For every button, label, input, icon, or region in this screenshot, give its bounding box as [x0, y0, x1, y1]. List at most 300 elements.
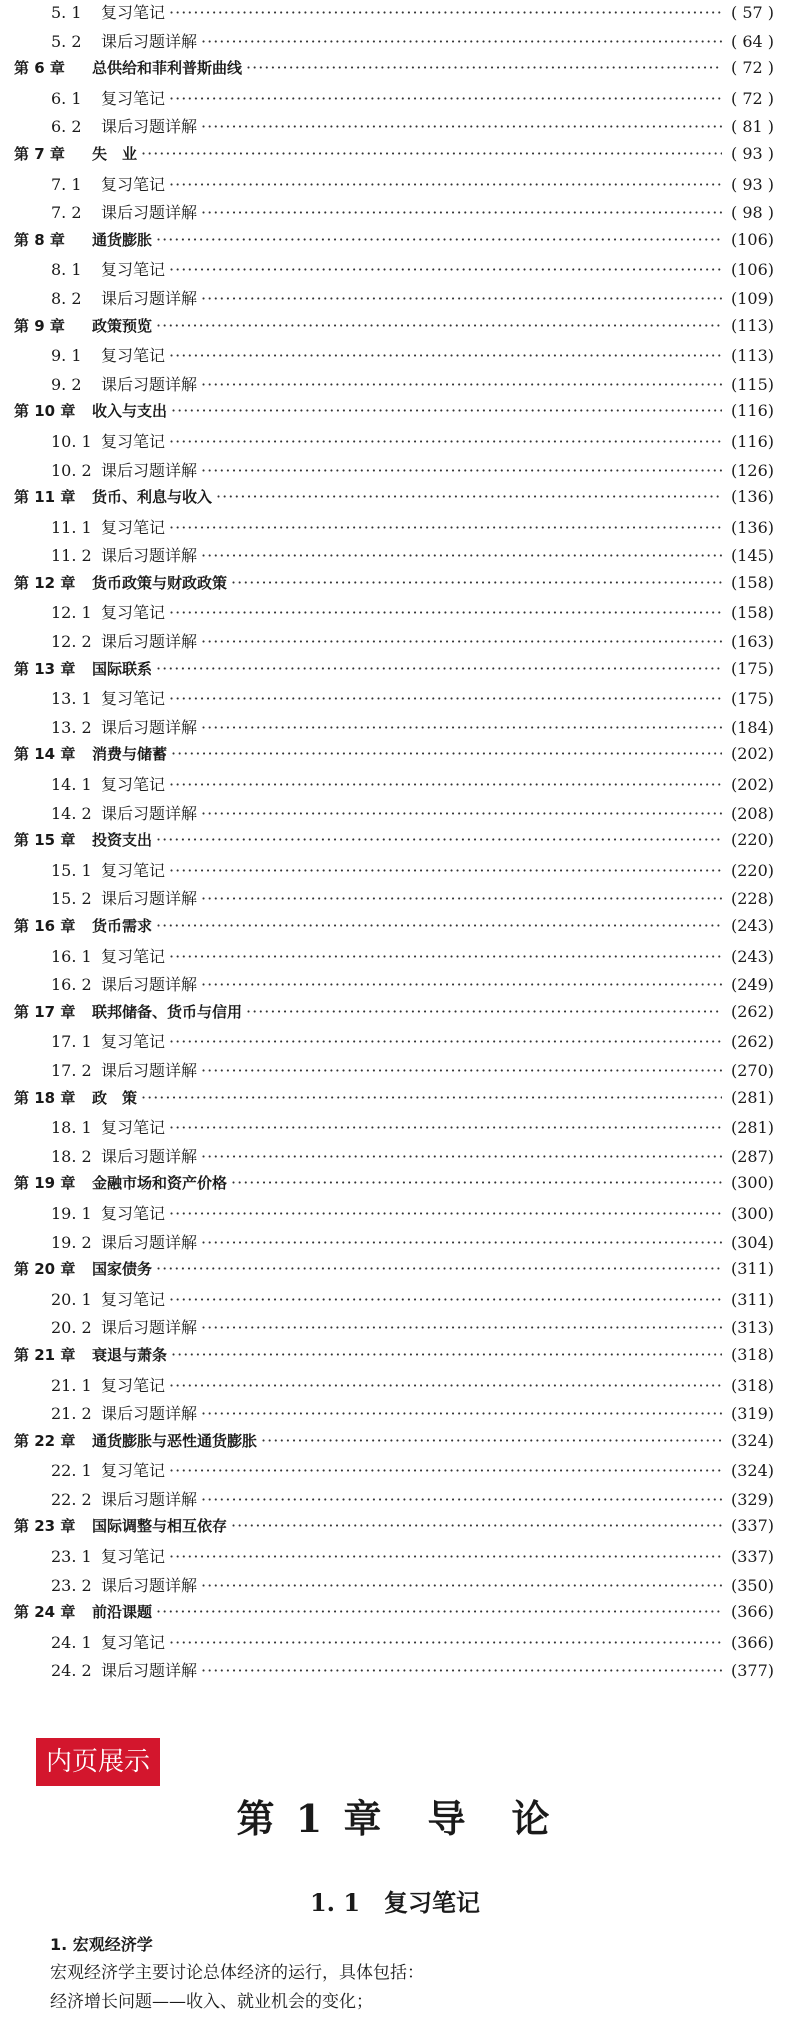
- toc-entry-label: [51, 1630, 165, 1653]
- toc-leader-dots: [231, 573, 722, 592]
- toc-section-row[interactable]: [14, 1544, 774, 1573]
- toc-leader-dots: [201, 1147, 722, 1166]
- toc-section-row[interactable]: [14, 686, 774, 715]
- toc-page-number: (249): [730, 975, 774, 995]
- toc-entry-number: 10. 2: [51, 460, 92, 480]
- toc-chapter-row[interactable]: [14, 1515, 774, 1544]
- toc-entry-number: 第 18 章: [14, 1088, 76, 1107]
- toc-page-number: (220): [730, 860, 774, 880]
- toc-entry-label: [14, 658, 152, 679]
- toc-section-row[interactable]: [14, 257, 774, 286]
- toc-section-row[interactable]: [14, 114, 774, 143]
- toc-entry-label: [14, 743, 167, 764]
- toc-page-number: (300): [730, 1203, 774, 1223]
- toc-entry-title: 课后习题详解: [101, 1489, 198, 1509]
- toc-entry-title: 收入与支出: [92, 402, 168, 421]
- toc-leader-dots: [169, 89, 722, 108]
- toc-entry-title: 课后习题详解: [101, 1060, 198, 1080]
- toc-leader-dots: [169, 775, 722, 794]
- toc-leader-dots: [169, 518, 722, 537]
- toc-entry-number: 12. 2: [51, 632, 92, 652]
- toc-entry-number: 12. 1: [51, 603, 92, 623]
- toc-entry-title: 联邦储备、货币与信用: [92, 1002, 243, 1021]
- toc-entry-number: 第 13 章: [14, 659, 76, 678]
- toc-chapter-row[interactable]: [14, 743, 774, 772]
- toc-section-row[interactable]: [14, 1315, 774, 1344]
- toc-entry-label: [51, 458, 197, 481]
- toc-entry-number: 10. 1: [51, 431, 92, 451]
- toc-chapter-row[interactable]: [14, 229, 774, 258]
- toc-entry-title: 课后习题详解: [101, 374, 198, 394]
- toc-page-number: (136): [730, 517, 774, 537]
- toc-leader-dots: [169, 1290, 722, 1309]
- toc-entry-label: [51, 1144, 197, 1167]
- toc-entry-number: 8. 1: [51, 260, 82, 280]
- toc-page-number: (175): [730, 658, 774, 678]
- toc-page-number: (106): [730, 229, 774, 249]
- toc-entry-label: [14, 229, 152, 250]
- preview-badge: 内页展示: [36, 1738, 160, 1786]
- toc-leader-dots: [171, 401, 722, 420]
- toc-chapter-row[interactable]: [14, 400, 774, 429]
- toc-page-number: (163): [730, 632, 774, 652]
- toc-section-row[interactable]: [14, 1230, 774, 1259]
- toc-entry-number: 第 10 章: [14, 402, 76, 421]
- toc-leader-dots: [216, 487, 722, 506]
- toc-entry-title: 货币政策与财政政策: [92, 573, 228, 592]
- toc-entry-title: 课后习题详解: [101, 1661, 198, 1681]
- toc-entry-label: [51, 600, 165, 623]
- toc-page-number: (304): [730, 1232, 774, 1252]
- toc-entry-label: [14, 143, 137, 164]
- toc-page-number: (115): [730, 374, 774, 394]
- toc-chapter-row[interactable]: [14, 143, 774, 172]
- toc-page-number: (208): [730, 803, 774, 823]
- toc-section-row[interactable]: [14, 1029, 774, 1058]
- toc-entry-title: 复习笔记: [101, 1461, 166, 1481]
- toc-leader-dots: [169, 603, 722, 622]
- toc-entry-label: [14, 400, 167, 421]
- toc-entry-title: 课后习题详解: [101, 460, 198, 480]
- toc-page-number: (350): [730, 1575, 774, 1595]
- toc-entry-title: 金融市场和资产价格: [92, 1174, 228, 1193]
- toc-entry-title: 课后习题详解: [101, 1318, 198, 1338]
- toc-page-number: (329): [730, 1489, 774, 1509]
- toc-entry-number: 17. 1: [51, 1032, 92, 1052]
- toc-page-number: (113): [730, 315, 774, 335]
- toc-entry-title: 复习笔记: [101, 946, 166, 966]
- toc-entry-label: [51, 972, 197, 995]
- toc-entry-title: 消费与储蓄: [92, 745, 168, 764]
- toc-page-number: (228): [730, 889, 774, 909]
- toc-page-number: (262): [730, 1001, 774, 1021]
- toc-leader-dots: [169, 1547, 722, 1566]
- toc-entry-number: 第 11 章: [14, 488, 76, 507]
- toc-entry-number: 6. 2: [51, 117, 82, 137]
- toc-leader-dots: [231, 1516, 722, 1535]
- toc-leader-dots: [169, 1204, 722, 1223]
- toc-entry-title: 通货膨胀与恶性通货膨胀: [92, 1431, 258, 1450]
- toc-leader-dots: [141, 144, 722, 163]
- toc-section-row[interactable]: [14, 458, 774, 487]
- toc-section-row[interactable]: [14, 372, 774, 401]
- toc-page-number: (116): [730, 401, 774, 421]
- toc-page-number: ( 72 ): [730, 58, 774, 78]
- toc-leader-dots: [201, 203, 722, 222]
- toc-entry-number: 第 20 章: [14, 1260, 76, 1279]
- toc-entry-title: 复习笔记: [101, 1547, 166, 1567]
- toc-section-row[interactable]: [14, 629, 774, 658]
- toc-entry-title: 课后习题详解: [101, 717, 198, 737]
- toc-entry-title: 复习笔记: [101, 860, 166, 880]
- toc-leader-dots: [169, 175, 722, 194]
- toc-entry-number: 18. 2: [51, 1146, 92, 1166]
- toc-leader-dots: [201, 1233, 722, 1252]
- toc-page-number: (184): [730, 717, 774, 737]
- toc-entry-number: 第 15 章: [14, 831, 76, 850]
- toc-entry-number: 7. 2: [51, 203, 82, 223]
- toc-leader-dots: [169, 947, 722, 966]
- toc-entry-number: 第 6 章: [14, 59, 65, 78]
- toc-chapter-row[interactable]: [14, 1001, 774, 1030]
- toc-entry-number: 19. 1: [51, 1203, 92, 1223]
- toc-chapter-row[interactable]: [14, 572, 774, 601]
- toc-entry-label: [51, 1029, 165, 1052]
- toc-section-row[interactable]: [14, 715, 774, 744]
- toc-section-row[interactable]: [14, 1201, 774, 1230]
- toc-page-number: ( 93 ): [730, 174, 774, 194]
- toc-entry-title: 复习笔记: [101, 431, 166, 451]
- toc-entry-title: 复习笔记: [101, 260, 166, 280]
- toc-section-row[interactable]: [14, 1487, 774, 1516]
- toc-leader-dots: [201, 804, 722, 823]
- toc-page-number: (109): [730, 288, 774, 308]
- toc-chapter-row[interactable]: [14, 486, 774, 515]
- toc-entry-number: 13. 1: [51, 689, 92, 709]
- toc-entry-title: 课后习题详解: [101, 632, 198, 652]
- toc-entry-title: 国际调整与相互依存: [92, 1517, 228, 1536]
- toc-entry-title: 复习笔记: [101, 775, 166, 795]
- toc-entry-number: 23. 1: [51, 1547, 92, 1567]
- toc-entry-number: 17. 2: [51, 1060, 92, 1080]
- toc-entry-number: 9. 2: [51, 374, 82, 394]
- toc-entry-label: [14, 1515, 227, 1536]
- toc-leader-dots: [169, 1376, 722, 1395]
- toc-leader-dots: [169, 346, 722, 365]
- section-title: 1. 1 复习笔记: [309, 1888, 481, 1917]
- table-of-contents: [14, 0, 774, 1687]
- toc-chapter-row[interactable]: [14, 1172, 774, 1201]
- toc-leader-dots: [141, 1088, 722, 1107]
- toc-leader-dots: [201, 718, 722, 737]
- toc-section-row[interactable]: [14, 801, 774, 830]
- toc-chapter-row[interactable]: [14, 315, 774, 344]
- toc-leader-dots: [201, 975, 722, 994]
- toc-entry-title: 总供给和菲利普斯曲线: [92, 59, 243, 78]
- toc-entry-label: [51, 801, 197, 824]
- toc-page-number: ( 98 ): [730, 203, 774, 223]
- toc-page-number: (106): [730, 260, 774, 280]
- toc-entry-number: 第 21 章: [14, 1345, 76, 1364]
- toc-entry-number: 14. 1: [51, 775, 92, 795]
- toc-entry-label: [51, 29, 197, 52]
- toc-entry-number: 16. 2: [51, 975, 92, 995]
- toc-page-number: (281): [730, 1087, 774, 1107]
- toc-leader-dots: [171, 744, 722, 763]
- toc-entry-number: 第 8 章: [14, 230, 65, 249]
- toc-chapter-row[interactable]: [14, 829, 774, 858]
- toc-section-row[interactable]: [14, 29, 774, 58]
- toc-section-row[interactable]: [14, 1144, 774, 1173]
- toc-leader-dots: [201, 289, 722, 308]
- toc-page-number: (270): [730, 1060, 774, 1080]
- toc-chapter-row[interactable]: [14, 1258, 774, 1287]
- toc-page-number: (136): [730, 487, 774, 507]
- toc-entry-number: 第 23 章: [14, 1517, 76, 1536]
- toc-entry-number: 第 17 章: [14, 1002, 76, 1021]
- toc-entry-label: [14, 829, 152, 850]
- toc-entry-title: 复习笔记: [101, 1118, 166, 1138]
- toc-section-row[interactable]: [14, 86, 774, 115]
- toc-entry-title: 政策预览: [92, 316, 153, 335]
- toc-entry-title: 课后习题详解: [101, 975, 198, 995]
- toc-leader-dots: [201, 32, 722, 51]
- toc-leader-dots: [169, 3, 722, 22]
- toc-page-number: (126): [730, 460, 774, 480]
- toc-entry-label: [51, 858, 165, 881]
- toc-page-number: (311): [730, 1259, 774, 1279]
- toc-entry-label: [51, 1058, 197, 1081]
- toc-entry-label: [51, 286, 197, 309]
- toc-entry-label: [51, 86, 165, 109]
- toc-section-row[interactable]: [14, 1287, 774, 1316]
- toc-page-number: (324): [730, 1461, 774, 1481]
- toc-leader-dots: [156, 659, 722, 678]
- toc-section-row[interactable]: [14, 944, 774, 973]
- toc-entry-label: [14, 486, 212, 507]
- toc-entry-label: [51, 1458, 165, 1481]
- body-text: [50, 1930, 750, 2017]
- toc-section-row[interactable]: [14, 286, 774, 315]
- toc-entry-title: 复习笔记: [101, 517, 166, 537]
- toc-leader-dots: [261, 1431, 722, 1450]
- toc-entry-title: 课后习题详解: [101, 1146, 198, 1166]
- toc-section-row[interactable]: [14, 1058, 774, 1087]
- toc-leader-dots: [156, 316, 722, 335]
- toc-entry-label: [51, 1115, 165, 1138]
- toc-leader-dots: [156, 1602, 722, 1621]
- toc-leader-dots: [201, 117, 722, 136]
- toc-chapter-row[interactable]: [14, 658, 774, 687]
- toc-page-number: (158): [730, 572, 774, 592]
- toc-entry-title: 课后习题详解: [101, 803, 198, 823]
- toc-leader-dots: [201, 546, 722, 565]
- toc-leader-dots: [171, 1345, 722, 1364]
- toc-entry-label: [51, 1487, 197, 1510]
- toc-entry-title: 课后习题详解: [101, 1575, 198, 1595]
- toc-leader-dots: [201, 632, 722, 651]
- toc-leader-dots: [156, 916, 722, 935]
- toc-entry-label: [51, 1658, 197, 1681]
- toc-page-number: (145): [730, 546, 774, 566]
- toc-entry-label: [14, 1344, 167, 1365]
- toc-leader-dots: [169, 1461, 722, 1480]
- toc-page-number: ( 64 ): [730, 31, 774, 51]
- toc-entry-title: 货币、利息与收入: [92, 488, 213, 507]
- toc-leader-dots: [169, 1633, 722, 1652]
- toc-entry-number: 19. 2: [51, 1232, 92, 1252]
- body-paragraph: 宏观经济学主要讨论总体经济的运行，具体包括：: [50, 1963, 424, 1983]
- toc-chapter-row[interactable]: [14, 915, 774, 944]
- toc-entry-number: 11. 2: [51, 546, 92, 566]
- toc-section-row[interactable]: [14, 0, 774, 29]
- toc-entry-label: [51, 200, 197, 223]
- toc-entry-label: [51, 543, 197, 566]
- toc-section-row[interactable]: [14, 1573, 774, 1602]
- toc-entry-label: [14, 1001, 242, 1022]
- chapter-title: 第 1 章 导 论: [236, 1796, 554, 1841]
- toc-page-number: (262): [730, 1032, 774, 1052]
- toc-page-number: (175): [730, 689, 774, 709]
- toc-leader-dots: [201, 1576, 722, 1595]
- toc-section-row[interactable]: [14, 1115, 774, 1144]
- toc-page-number: (311): [730, 1289, 774, 1309]
- toc-entry-title: 课后习题详解: [101, 1232, 198, 1252]
- toc-entry-number: 20. 1: [51, 1289, 92, 1309]
- toc-section-row[interactable]: [14, 172, 774, 201]
- body-paragraph: 经济增长问题——收入、就业机会的变化；: [50, 1992, 373, 2012]
- toc-entry-number: 24. 2: [51, 1661, 92, 1681]
- toc-section-row[interactable]: [14, 1630, 774, 1659]
- toc-entry-title: 失 业: [92, 144, 138, 163]
- toc-leader-dots: [201, 1404, 722, 1423]
- toc-entry-label: [14, 915, 152, 936]
- toc-leader-dots: [201, 1661, 722, 1680]
- toc-section-row[interactable]: [14, 343, 774, 372]
- toc-entry-number: 13. 2: [51, 717, 92, 737]
- toc-section-row[interactable]: [14, 1658, 774, 1687]
- toc-entry-number: 5. 2: [51, 31, 82, 51]
- toc-entry-title: 课后习题详解: [101, 117, 198, 137]
- toc-section-row[interactable]: [14, 515, 774, 544]
- toc-page-number: (318): [730, 1344, 774, 1364]
- toc-page-number: (220): [730, 830, 774, 850]
- toc-chapter-row[interactable]: [14, 57, 774, 86]
- toc-entry-number: 第 16 章: [14, 917, 76, 935]
- toc-entry-label: [51, 372, 197, 395]
- toc-entry-label: [51, 1373, 165, 1396]
- toc-section-row[interactable]: [14, 1401, 774, 1430]
- toc-section-row[interactable]: [14, 200, 774, 229]
- toc-entry-title: 复习笔记: [101, 1289, 166, 1309]
- toc-entry-label: [14, 315, 152, 336]
- toc-entry-label: [14, 572, 227, 593]
- toc-entry-number: 16. 1: [51, 946, 92, 966]
- toc-entry-title: 复习笔记: [101, 689, 166, 709]
- toc-entry-title: 前沿课题: [92, 1603, 153, 1622]
- toc-page-number: (300): [730, 1173, 774, 1193]
- toc-entry-number: 7. 1: [51, 174, 82, 194]
- toc-page-number: (113): [730, 346, 774, 366]
- toc-section-row[interactable]: [14, 772, 774, 801]
- toc-entry-label: [51, 1230, 197, 1253]
- toc-entry-number: 15. 2: [51, 889, 92, 909]
- toc-entry-title: 复习笔记: [101, 1203, 166, 1223]
- toc-entry-label: [14, 1172, 227, 1193]
- toc-page-number: (319): [730, 1404, 774, 1424]
- toc-leader-dots: [246, 58, 722, 77]
- toc-entry-number: 22. 2: [51, 1489, 92, 1509]
- toc-page-number: (116): [730, 431, 774, 451]
- toc-section-row[interactable]: [14, 429, 774, 458]
- toc-leader-dots: [169, 432, 722, 451]
- toc-chapter-row[interactable]: [14, 1344, 774, 1373]
- toc-entry-label: [51, 1287, 165, 1310]
- toc-page-number: (243): [730, 946, 774, 966]
- toc-page-number: (202): [730, 744, 774, 764]
- toc-entry-number: 22. 1: [51, 1461, 92, 1481]
- toc-leader-dots: [169, 689, 722, 708]
- toc-leader-dots: [156, 830, 722, 849]
- toc-entry-number: 第 22 章: [14, 1431, 76, 1450]
- toc-section-row[interactable]: [14, 972, 774, 1001]
- toc-entry-number: 21. 1: [51, 1375, 92, 1395]
- toc-page-number: (366): [730, 1632, 774, 1652]
- toc-page-number: ( 72 ): [730, 88, 774, 108]
- toc-entry-title: 复习笔记: [101, 174, 166, 194]
- toc-entry-label: [51, 1315, 197, 1338]
- toc-section-row[interactable]: [14, 886, 774, 915]
- toc-entry-title: 复习笔记: [101, 3, 166, 22]
- toc-entry-title: 课后习题详解: [101, 31, 198, 51]
- toc-section-row[interactable]: [14, 600, 774, 629]
- toc-entry-title: 投资支出: [92, 831, 153, 850]
- toc-entry-label: [51, 343, 165, 366]
- toc-page-number: (377): [730, 1661, 774, 1681]
- toc-page-number: ( 93 ): [730, 143, 774, 163]
- toc-entry-label: [51, 686, 165, 709]
- toc-section-row[interactable]: [14, 858, 774, 887]
- toc-section-row[interactable]: [14, 543, 774, 572]
- toc-chapter-row[interactable]: [14, 1601, 774, 1630]
- toc-entry-title: 复习笔记: [101, 603, 166, 623]
- body-heading: 1. 宏观经济学: [50, 1935, 153, 1954]
- toc-chapter-row[interactable]: [14, 1430, 774, 1459]
- toc-section-row[interactable]: [14, 1458, 774, 1487]
- toc-entry-label: [51, 715, 197, 738]
- toc-section-row[interactable]: [14, 1373, 774, 1402]
- toc-page-number: (158): [730, 603, 774, 623]
- toc-leader-dots: [169, 861, 722, 880]
- toc-page-number: (318): [730, 1375, 774, 1395]
- toc-entry-number: 第 7 章: [14, 144, 65, 163]
- toc-entry-number: 18. 1: [51, 1118, 92, 1138]
- toc-page-number: (337): [730, 1516, 774, 1536]
- toc-entry-label: [14, 57, 242, 78]
- toc-page-number: (202): [730, 775, 774, 795]
- toc-page-number: (337): [730, 1547, 774, 1567]
- toc-leader-dots: [201, 889, 722, 908]
- toc-entry-title: 货币需求: [92, 917, 153, 935]
- toc-entry-title: 课后习题详解: [101, 288, 198, 308]
- toc-entry-title: 复习笔记: [101, 1375, 166, 1395]
- toc-page-number: (324): [730, 1430, 774, 1450]
- toc-chapter-row[interactable]: [14, 1087, 774, 1116]
- toc-entry-number: 第 9 章: [14, 316, 65, 335]
- toc-entry-number: 21. 2: [51, 1404, 92, 1424]
- toc-leader-dots: [201, 375, 722, 394]
- toc-entry-title: 国际联系: [92, 659, 153, 678]
